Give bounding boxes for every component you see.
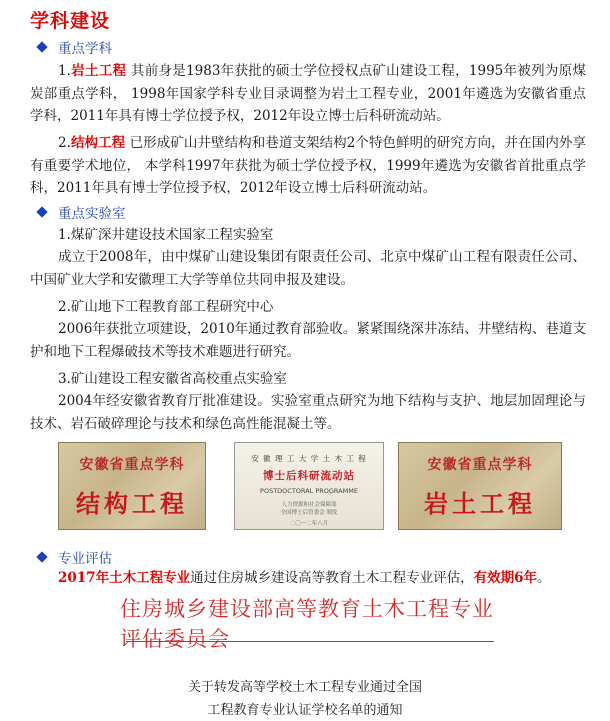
notice-line-1: 关于转发高等学校土木工程专业通过全国 — [187, 680, 422, 695]
discipline-structural — [30, 132, 586, 200]
diamond-bullet-icon — [36, 206, 47, 217]
lab-1-name: 1.煤矿深井建设技术国家工程实验室 — [58, 227, 274, 243]
discipline-name: 结构工程 — [70, 135, 126, 151]
plaque-heading: 安徽省重点学科 — [79, 456, 185, 473]
cert-issuer-1: 人力资源和社会保障部 — [281, 502, 337, 508]
lab-2-name: 2.矿山地下工程教育部工程研究中心 — [58, 299, 274, 315]
discipline-text: 其前身是1983年获批的硕士学位授权点矿山建设工程，1995年被列为原煤炭部重点学科， 1998年国家学科专业目录调整为岩土工程专业，2001年遴选为安徽省重点学科，2011年具有博士学位授予权，2012年设立博士后科研流动站。 — [30, 63, 586, 124]
section-label: 专业评估 — [58, 551, 112, 567]
committee-seal — [120, 597, 500, 651]
evaluation-highlight-year: 2017年土木工程专业 — [58, 570, 191, 586]
evaluation-text — [58, 567, 598, 590]
certificate — [234, 442, 384, 530]
cert-issuer-3: 制发 — [326, 510, 338, 516]
discipline-text: 已形成矿山井壁结构和巷道支架结构2个特色鲜明的研究方向，并在国内外享有重要学术地位， 本学科1997年获批为硕士学位授予权，1999年遴选为安徽省首批重点学科，2011年具有博士学位授予权，2012年设立博士后科研流动站。 — [30, 135, 586, 196]
seal-underline — [126, 641, 494, 642]
section-label: 重点实验室 — [58, 206, 126, 222]
plaque — [398, 442, 562, 530]
section-key-discipline — [38, 37, 112, 57]
plaque-title: 结构工程 — [76, 489, 188, 518]
lab-1-desc: 成立于2008年，由中煤矿山建设集团有限责任公司、北京中煤矿山工程有限责任公司、中国矿业大学和安徽理工大学等单位共同申报及建设。 — [30, 249, 586, 288]
diamond-bullet-icon — [36, 551, 47, 562]
lab-3-name: 3.矿山建设工程安徽省高校重点实验室 — [58, 371, 287, 387]
photo-strip — [58, 442, 562, 530]
cert-university: 安 徽 理 工 大 学 土 木 工 程 — [251, 454, 367, 463]
discipline-name: 岩土工程 — [70, 63, 127, 79]
cert-date: 二〇一二年八月 — [289, 521, 329, 527]
evaluation-end: 。 — [536, 570, 551, 586]
cert-issuer-2: 全国博士后管委会 — [280, 510, 325, 516]
section-evaluation — [38, 547, 112, 567]
plaque — [58, 442, 206, 530]
notice-line-2: 工程教育专业认证学校名单的通知 — [207, 703, 403, 718]
section-label: 重点学科 — [58, 41, 112, 57]
evaluation-highlight-validity: 有效期6年 — [473, 570, 537, 586]
lab-3-desc: 2004年经安徽省教育厅批准建设。实验室重点研究为地下结构与支护、地层加固理论与技术、岩石破碎理论与技术和绿色高性能混凝土等。 — [30, 393, 586, 432]
cert-title: 博士后科研流动站 — [263, 470, 355, 482]
seal-text: 住房城乡建设部高等教育土木工程专业评估委员会 — [120, 597, 494, 651]
discipline-number: 2. — [58, 135, 71, 151]
plaque-title: 岩土工程 — [424, 489, 536, 518]
page-title: 学科建设 — [30, 10, 111, 32]
plaque-heading: 安徽省重点学科 — [427, 456, 533, 473]
certificate-photo-postdoc — [234, 442, 384, 530]
cert-issuer — [235, 501, 383, 517]
evaluation-middle: 通过住房城乡建设高等教育土木工程专业评估， — [190, 570, 474, 586]
discipline-geotech — [30, 60, 586, 128]
diamond-bullet-icon — [36, 41, 47, 52]
cert-english: POSTDOCTORAL PROGRAMME — [260, 487, 358, 495]
lab-2-desc: 2006年获批立项建设，2010年通过教育部验收。紧紧围绕深井冻结、井壁结构、巷道支护和地下工程爆破技术等技术难题进行研究。 — [30, 321, 586, 360]
plaque-photo-geotech — [398, 442, 562, 530]
plaque-photo-structural — [58, 442, 206, 530]
discipline-number: 1. — [58, 63, 71, 79]
section-key-lab — [38, 202, 126, 222]
